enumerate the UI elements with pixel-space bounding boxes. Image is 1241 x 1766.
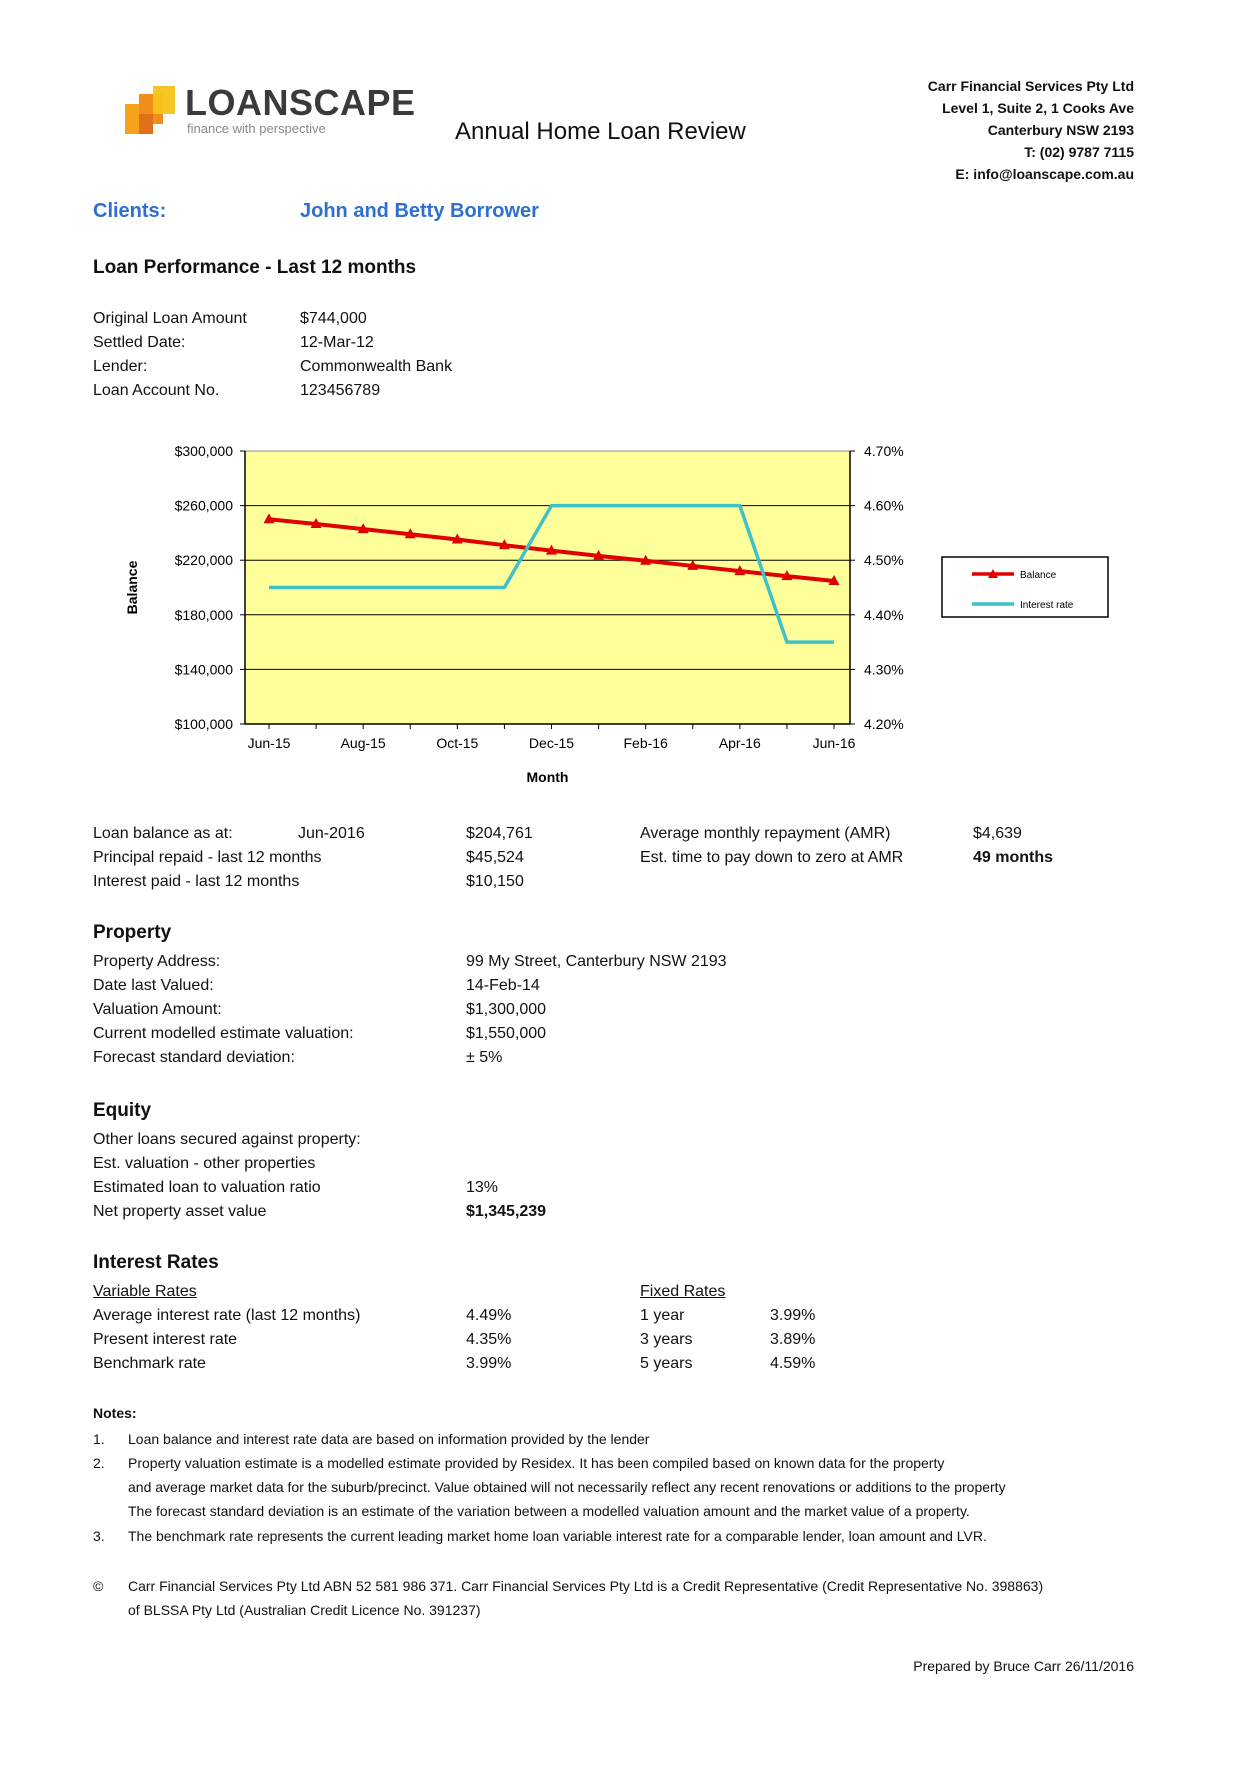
fixed-rate-label: 3 years bbox=[640, 1331, 693, 1348]
amr-value: $4,639 bbox=[973, 825, 1022, 842]
note-text: Property valuation estimate is a modelled estimate provided by Residex. It has been compiled based on known data for the property bbox=[128, 1455, 945, 1471]
loan-value: 12-Mar-12 bbox=[300, 334, 374, 351]
legend-label: Balance bbox=[1020, 570, 1057, 581]
property-heading: Property bbox=[93, 922, 172, 943]
prepared-by: Prepared by Bruce Carr 26/11/2016 bbox=[913, 1658, 1134, 1674]
property-value: ± 5% bbox=[466, 1049, 503, 1066]
x-tick-label: Dec-15 bbox=[528, 735, 575, 751]
copyright-symbol: © bbox=[93, 1578, 104, 1594]
equity-heading: Equity bbox=[93, 1100, 152, 1121]
property-label: Current modelled estimate valuation: bbox=[93, 1025, 354, 1042]
x-axis-title: Month bbox=[526, 769, 569, 785]
property-label: Forecast standard deviation: bbox=[93, 1049, 295, 1066]
y-right-tick-label: 4.70% bbox=[864, 443, 904, 459]
y-right-tick-label: 4.40% bbox=[864, 606, 904, 623]
rates-heading: Interest Rates bbox=[93, 1252, 219, 1273]
property-label: Date last Valued: bbox=[93, 977, 214, 994]
company-email: E: info@loanscape.com.au bbox=[955, 166, 1134, 182]
note-number: 1. bbox=[93, 1431, 105, 1447]
note-text: The forecast standard deviation is an estimate of the variation between a modelled valuation amount and the market value of a property. bbox=[128, 1503, 970, 1519]
loan-value: $744,000 bbox=[300, 310, 367, 327]
fixed-rates-heading: Fixed Rates bbox=[640, 1283, 726, 1300]
property-value: 99 My Street, Canterbury NSW 2193 bbox=[466, 953, 727, 970]
logo-tagline: finance with perspective bbox=[187, 121, 326, 136]
clients-label: Clients: bbox=[93, 200, 167, 222]
loan-value: Commonwealth Bank bbox=[300, 358, 453, 375]
interest-label: Interest paid - last 12 months bbox=[93, 873, 300, 890]
variable-rate-value: 4.35% bbox=[466, 1331, 512, 1348]
y-right-tick-label: 4.50% bbox=[864, 552, 904, 569]
y-left-tick-label: $220,000 bbox=[174, 552, 233, 569]
copyright-line: Carr Financial Services Pty Ltd ABN 52 581 986 371. Carr Financial Services Pty Ltd is a Credit Representative (Credit Representative No. 398863) bbox=[128, 1578, 1044, 1594]
y-axis-title: Balance bbox=[124, 560, 140, 615]
variable-rate-label: Benchmark rate bbox=[93, 1355, 206, 1372]
notes-heading: Notes: bbox=[93, 1405, 137, 1421]
time-label: Est. time to pay down to zero at AMR bbox=[640, 849, 904, 866]
property-label: Valuation Amount: bbox=[93, 1001, 222, 1018]
balance-value: $204,761 bbox=[466, 825, 533, 842]
company-address-2: Canterbury NSW 2193 bbox=[987, 122, 1134, 138]
y-left-tick-label: $300,000 bbox=[174, 443, 233, 459]
loan-label: Lender: bbox=[93, 358, 148, 375]
x-tick-label: Apr-16 bbox=[718, 735, 761, 751]
property-value: $1,300,000 bbox=[466, 1001, 547, 1018]
equity-value: 13% bbox=[466, 1179, 499, 1196]
principal-value: $45,524 bbox=[466, 849, 524, 866]
y-right-tick-label: 4.20% bbox=[864, 716, 904, 732]
note-number: 2. bbox=[93, 1455, 105, 1471]
note-number: 3. bbox=[93, 1528, 105, 1544]
equity-label: Estimated loan to valuation ratio bbox=[93, 1179, 321, 1196]
x-tick-label: Feb-16 bbox=[623, 735, 668, 751]
x-tick-label: Jun-15 bbox=[247, 735, 291, 751]
page-title: Annual Home Loan Review bbox=[455, 118, 746, 145]
variable-rate-label: Average interest rate (last 12 months) bbox=[93, 1307, 361, 1324]
balance-date: Jun-2016 bbox=[298, 825, 365, 842]
property-label: Property Address: bbox=[93, 953, 221, 970]
copyright-line: of BLSSA Pty Ltd (Australian Credit Licence No. 391237) bbox=[128, 1602, 481, 1618]
y-left-tick-label: $260,000 bbox=[174, 497, 233, 514]
loan-value: 123456789 bbox=[300, 382, 381, 399]
variable-rate-value: 3.99% bbox=[466, 1355, 512, 1372]
fixed-rate-value: 4.59% bbox=[770, 1355, 816, 1372]
company-address-1: Level 1, Suite 2, 1 Cooks Ave bbox=[942, 100, 1134, 116]
y-left-tick-label: $100,000 bbox=[174, 716, 233, 732]
note-text: Loan balance and interest rate data are based on information provided by the lender bbox=[128, 1431, 650, 1447]
y-left-tick-label: $140,000 bbox=[174, 661, 233, 678]
performance-heading: Loan Performance - Last 12 months bbox=[93, 257, 417, 278]
y-right-tick-label: 4.60% bbox=[864, 497, 904, 514]
amr-label: Average monthly repayment (AMR) bbox=[640, 825, 891, 842]
company-phone: T: (02) 9787 7115 bbox=[1024, 144, 1134, 160]
loan-chart bbox=[0, 0, 1241, 800]
x-tick-label: Oct-15 bbox=[436, 735, 479, 751]
note-text: The benchmark rate represents the current leading market home loan variable interest rate for a comparable lender, loan amount and LVR. bbox=[128, 1528, 987, 1544]
interest-value: $10,150 bbox=[466, 873, 524, 890]
logo-wordmark: LOANSCAPE bbox=[185, 82, 416, 123]
time-value: 49 months bbox=[973, 849, 1054, 866]
y-right-tick-label: 4.30% bbox=[864, 661, 904, 678]
legend-label: Interest rate bbox=[1020, 600, 1074, 611]
property-value: $1,550,000 bbox=[466, 1025, 547, 1042]
principal-label: Principal repaid - last 12 months bbox=[93, 849, 322, 866]
variable-rate-value: 4.49% bbox=[466, 1307, 512, 1324]
x-tick-label: Aug-15 bbox=[340, 735, 386, 751]
loan-label: Settled Date: bbox=[93, 334, 186, 351]
loan-label: Loan Account No. bbox=[93, 382, 220, 399]
clients-name: John and Betty Borrower bbox=[300, 200, 539, 222]
equity-value: $1,345,239 bbox=[466, 1203, 547, 1220]
equity-label: Other loans secured against property: bbox=[93, 1131, 361, 1148]
company-name: Carr Financial Services Pty Ltd bbox=[927, 78, 1134, 94]
note-text: and average market data for the suburb/precinct. Value obtained will not necessarily reflect any recent renovations or additions to the property bbox=[128, 1479, 1006, 1495]
x-tick-label: Jun-16 bbox=[812, 735, 856, 751]
fixed-rate-label: 5 years bbox=[640, 1355, 693, 1372]
fixed-rate-value: 3.89% bbox=[770, 1331, 816, 1348]
loan-label: Original Loan Amount bbox=[93, 310, 247, 327]
property-value: 14-Feb-14 bbox=[466, 977, 540, 994]
variable-rate-label: Present interest rate bbox=[93, 1331, 238, 1348]
fixed-rate-value: 3.99% bbox=[770, 1307, 816, 1324]
variable-rates-heading: Variable Rates bbox=[93, 1283, 197, 1300]
balance-label: Loan balance as at: bbox=[93, 825, 233, 842]
equity-label: Est. valuation - other properties bbox=[93, 1155, 316, 1172]
fixed-rate-label: 1 year bbox=[640, 1307, 685, 1324]
y-left-tick-label: $180,000 bbox=[174, 606, 233, 623]
equity-label: Net property asset value bbox=[93, 1203, 267, 1220]
